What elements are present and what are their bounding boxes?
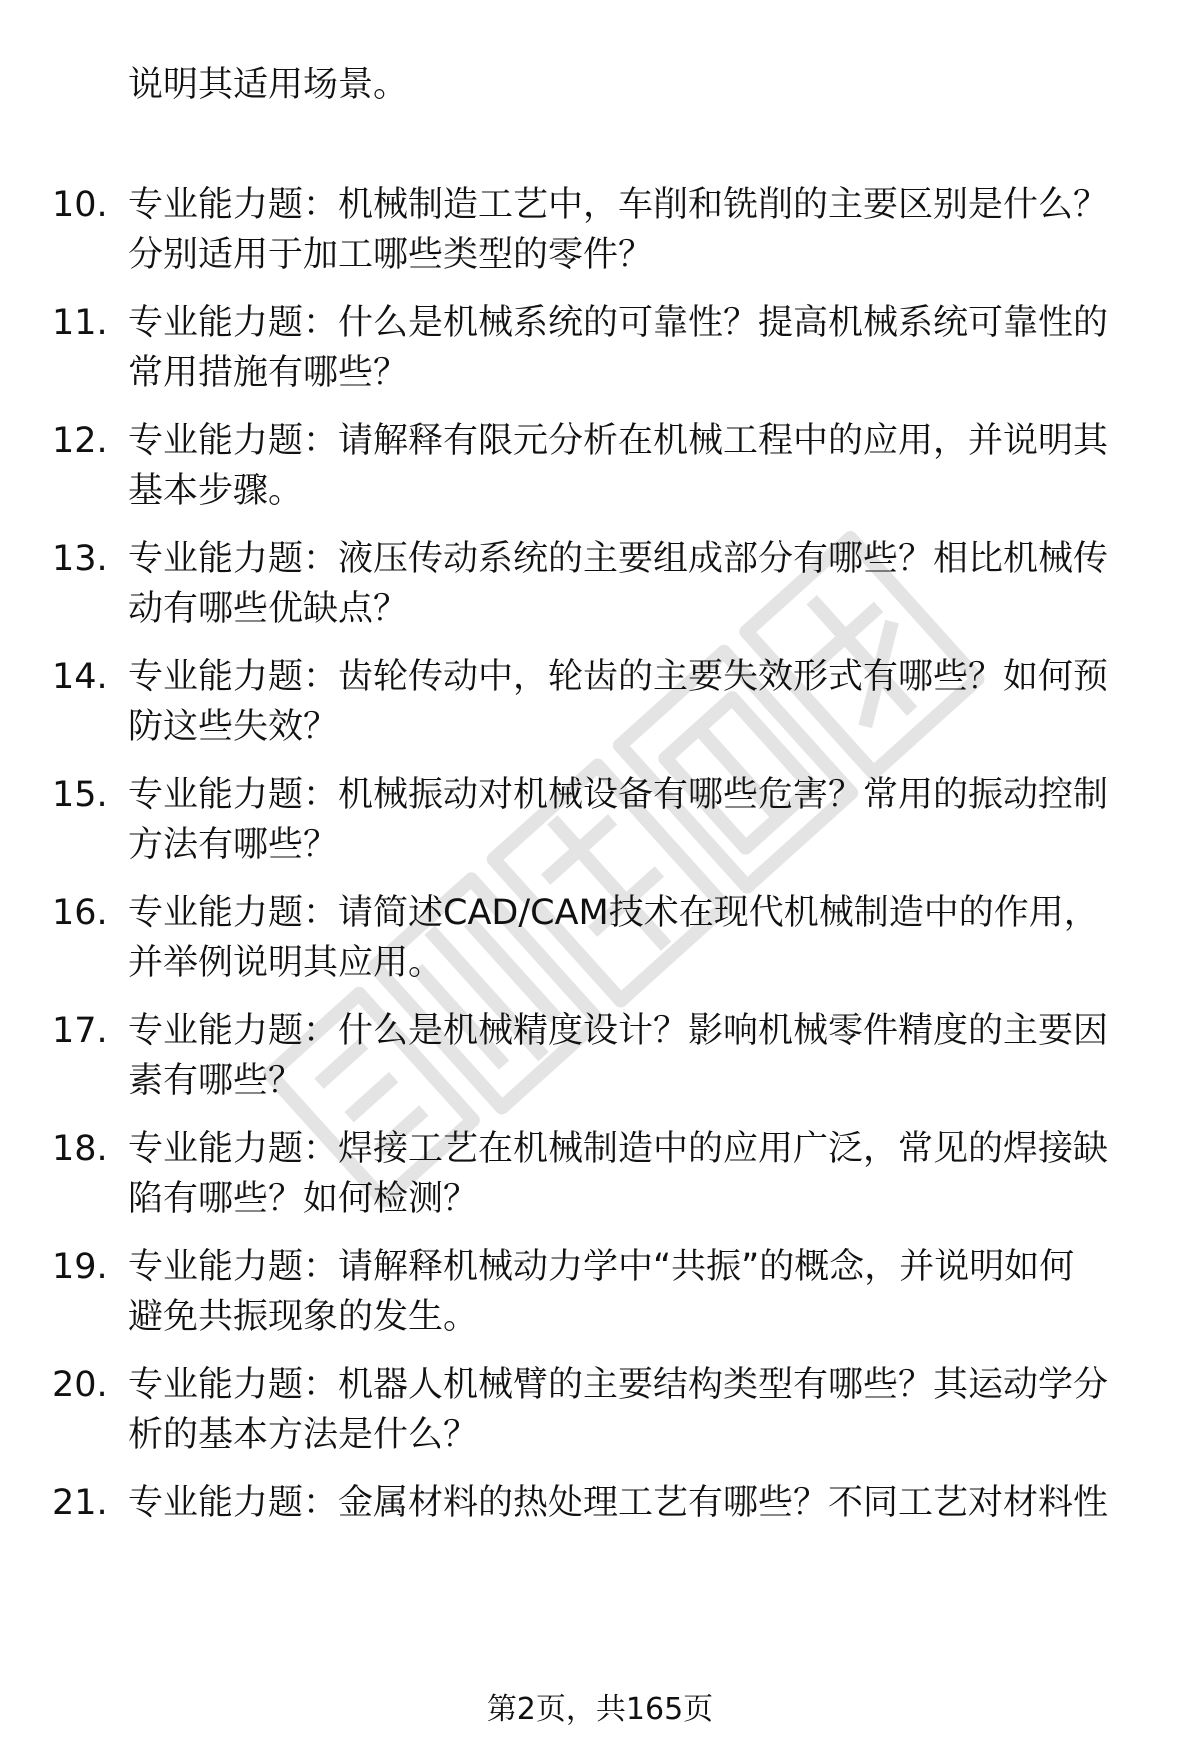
question-line: 并举例说明其应用。	[128, 943, 444, 983]
question-text	[128, 888, 1148, 988]
question-line: 专业能力题：什么是机械精度设计？影响机械零件精度的主要因	[128, 1011, 1109, 1051]
question-line: 专业能力题：金属材料的热处理工艺有哪些？不同工艺对材料性	[128, 1483, 1109, 1523]
question-text	[128, 1242, 1148, 1342]
question-line: 专业能力题：液压传动系统的主要组成部分有哪些？相比机械传	[128, 539, 1109, 579]
question-number: 19.	[52, 1247, 108, 1287]
question-line: 基本步骤。	[128, 471, 304, 511]
question-line: 专业能力题：焊接工艺在机械制造中的应用广泛，常见的焊接缺	[128, 1129, 1109, 1169]
question-line: 专业能力题：机器人机械臂的主要结构类型有哪些？其运动学分	[128, 1365, 1109, 1405]
question-line: 素有哪些？	[128, 1061, 304, 1101]
question-number: 11.	[52, 303, 108, 343]
question-line: 动有哪些优缺点？	[128, 589, 409, 629]
question-text	[128, 534, 1148, 634]
question-line: 方法有哪些？	[128, 825, 339, 865]
question-text	[128, 652, 1148, 752]
question-text	[128, 298, 1148, 398]
question-number: 21.	[52, 1483, 108, 1523]
question-line: 析的基本方法是什么？	[128, 1415, 479, 1455]
question-line: 专业能力题：机械振动对机械设备有哪些危害？常用的振动控制	[128, 775, 1109, 815]
question-line: 专业能力题：齿轮传动中，轮齿的主要失效形式有哪些？如何预	[128, 657, 1109, 697]
question-number: 17.	[52, 1011, 108, 1051]
question-line: 分别适用于加工哪些类型的零件？	[128, 235, 654, 275]
question-line: 专业能力题：请解释有限元分析在机械工程中的应用，并说明其	[128, 421, 1109, 461]
question-line: 专业能力题：请简述CAD/CAM技术在现代机械制造中的作用，	[128, 893, 1099, 933]
question-line: 防这些失效？	[128, 707, 339, 747]
question-number: 12.	[52, 421, 108, 461]
question-number: 20.	[52, 1365, 108, 1405]
question-number: 10.	[52, 185, 108, 225]
question-number: 16.	[52, 893, 108, 933]
question-text	[128, 180, 1148, 280]
page-footer: 第2页，共165页	[486, 1692, 714, 1727]
question-line: 专业能力题：什么是机械系统的可靠性？提高机械系统可靠性的	[128, 303, 1109, 343]
question-text	[128, 1006, 1148, 1106]
question-number: 18.	[52, 1129, 108, 1169]
question-line: 避免共振现象的发生。	[128, 1297, 479, 1337]
question-text	[128, 1360, 1148, 1460]
question-number: 13.	[52, 539, 108, 579]
question-text	[128, 1124, 1148, 1224]
question-number: 15.	[52, 775, 108, 815]
question-line: 陷有哪些？如何检测？	[128, 1179, 479, 1219]
question-text	[128, 1478, 1148, 1528]
question-line: 常用措施有哪些？	[128, 353, 409, 393]
question-text	[128, 770, 1148, 870]
continuation-text: 说明其适用场景。	[128, 65, 409, 105]
question-number: 14.	[52, 657, 108, 697]
question-line: 专业能力题：机械制造工艺中，车削和铣削的主要区别是什么？	[128, 185, 1109, 225]
question-text	[128, 416, 1148, 516]
question-line: 专业能力题：请解释机械动力学中“共振”的概念，并说明如何	[128, 1247, 1075, 1287]
